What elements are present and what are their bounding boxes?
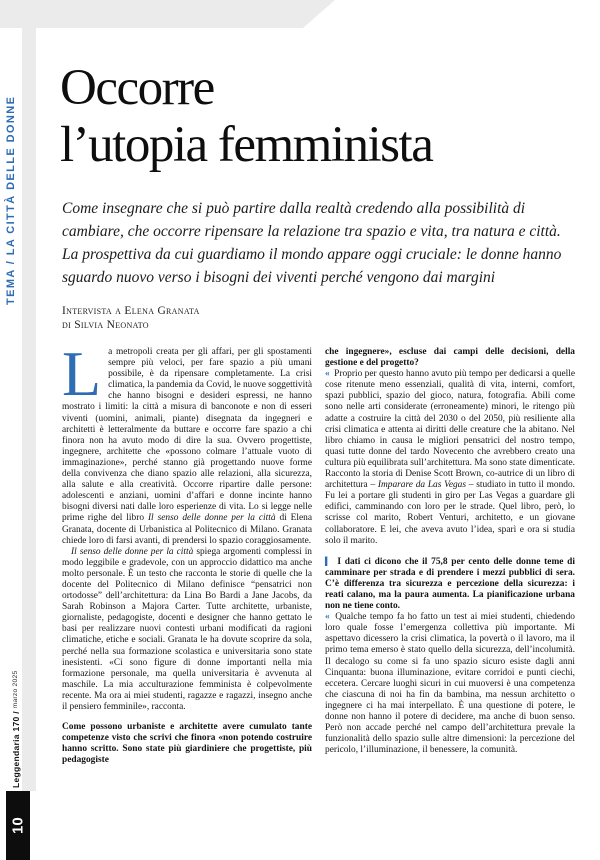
issue-title: Leggendaria 170 /: [11, 708, 21, 788]
answer-quote-icon: «: [325, 369, 333, 380]
issue-date: marzo 2025: [12, 670, 19, 709]
answer-quote-icon: «: [325, 612, 334, 623]
question-bar-icon: ▍: [325, 556, 336, 566]
text-run: che ingegnere», escluse dai campi delle decisioni, della gestione e del progetto?: [325, 347, 575, 369]
interview-question: [62, 722, 312, 766]
text-run: – studiato in tutto il mondo. Fu lei a portare gli studenti in giro per Las Vegas a guardare gli edifici, camminando con loro per le strade. Quel libro, però, lo scrisse col marito, Robert Venturi, architetto, e un giovane collaboratore. E lei, che aveva avuto l’idea, sparì e ora si studia solo il marito.: [325, 480, 576, 546]
title-line1: Occorre: [60, 60, 214, 116]
column-left: [62, 338, 312, 766]
text-run: Il senso delle donne per la città: [147, 513, 276, 524]
text-run: Come possono urbaniste e architette avere cumulato tante competenze visto che scrivi che finora «non potendo costruire hanno scritto. Sono state più giardiniere che progettiste, più pedagogiste: [62, 722, 312, 766]
interview-answer: [325, 369, 575, 547]
article-paragraph: [62, 547, 312, 713]
article-body: [62, 338, 576, 766]
byline-author: di Silvia Neonato: [62, 318, 149, 331]
text-run: di Elena Granata, docente di Urbanistica al Politecnico di Milano. Granata chiede loro di farsi avanti, di prendersi lo spazio coraggiosamente.: [62, 513, 312, 546]
standfirst: Come insegnare che si può partire dalla realtà credendo alla possibilità di cambiare, che occorre ripensare la relazione tra spazio e vita, tra natura e città. La prospettiva da cui guardiamo il mondo appare oggi cruciale: le donne hanno sguardo nuovo verso i bisogni dei viventi perché vengono dai margini: [62, 200, 562, 286]
text-run: spiega argomenti complessi in modo leggibile e gradevole, con un approccio didattico ma anche molto personale. È un testo che racconta le storie di quelle che la docente del Politecnico di Milano definisce “pensatrici non ortodosse” dell’architettura: da Lina Bo Bardi a Jane Jacobs, da Sarah Robinson a Majora Carter. Tutte architette, urbaniste, giornaliste, pedagogiste, docenti e designer che hanno gettato le basi per realizzare nuovi contesti urbani modificati da ragioni climatiche, etiche e sociali. Granata le ha dovute scoprire da sola, perché nella sua formazione scolastica e universitaria sono state inesistenti. «Ci sono figure di donne importanti nella mia formazione personale, ma quella universitaria è avvenuta al maschile. La mia acculturazione femminista è colpevolmente recente. Ma ora ai miei studenti, ragazze e ragazzi, insegno anche il pensiero femminile», racconta.: [62, 546, 312, 712]
article-paragraph: [62, 338, 312, 547]
text-run: Qualche tempo fa ho fatto un test ai miei studenti, chiedendo loro quale fosse l’emergenza collettiva più importante. Mi aspettavo dicessero la crisi climatica, la povertà o il lavoro, ma il primo tema emerso è stato quello della sicurezza, dell’incolumità. Il decalogo su come si fa uno spazio sicuro esiste dagli anni Cinquanta: buona illuminazione, evitare corridoi e punti ciechi, eccetera. Cercare luoghi sicuri in cui muoversi è una competenza che ciascuna di noi ha fin da bambina, ma nessun architetto o ingegnere ci ha mai interpellato. È una questione di potere, le donne non hanno il potere di decidere, ma anche di buon senso. Però non accade perché nel campo dell’architettura prevale la funzionalità dello spazio sulle altre dimensioni: la percezione del pericolo, l’illuminazione, il benessere, la comunità.: [325, 612, 575, 756]
issue-credit: [7, 648, 25, 788]
text-run: Imparare da Las Vegas: [377, 480, 467, 491]
text-run: I dati ci dicono che il 75,8 per cento delle donne teme di camminare per strada e di prendere i mezzi pubblici di sera. C’è differenza tra sicurezza e percezione della sicurezza: i reati calano, ma la paura aumenta. La pianificazione urbana non ne tiene conto.: [325, 556, 575, 612]
text-run: Proprio per questo hanno avuto più tempo per dedicarsi a quelle cose ritenute meno essenziali, qualità di vita, interni, comfort, spazi pubblici, spazio del gioco, natura, fotografia. Abili come sono nelle arti considerate (erroneamente) minori, le ritengo più adatte a costruire la città del 2030 o del 2050, più resiliente alla crisi climatica e attenta ai diritti delle creature che la abitano. Nel libro chiamo in causa le migliori pensatrici del nostro tempo, quasi tutte donne del tardo Novecento che avrebbero creato una cultura più equilibrata sull’architettura. Ma sono state dimenticate. Racconto la storia di Denise Scott Brown, co-autrice di un libro di architettura –: [325, 369, 576, 491]
text-run: a metropoli creata per gli affari, per gli spostamenti sempre più veloci, per fare spazio a più umani possibile, è da ripensare completamente. La crisi climatica, la pandemia da Covid, le nuove soggettività che hanno bisogni e desideri espressi, ne hanno mostrato i limiti: la città a misura di banconote e non di esseri viventi (uomini, animali, piante) disegnata da ingegneri e architetti è letteralmente da buttare e occorre fare spazio a chi finora non ha avuto modo di dire la sua. Ovvero progettiste, ingegnere, architette che «possono colmare l’attuale vuoto di immaginazione», perché stanno già progettando nuove forme della convivenza che diano spazio alle relazioni, alla sicurezza, alla salute e alla creatività. Occorre ripartire dalle persone: adolescenti e anziani, uomini d’affari e donne incinte hanno bisogni diversi nati dalle loro esperienze di vita. Lo si legge nelle prime righe del libro: [62, 347, 312, 524]
drop-cap: L: [62, 338, 102, 409]
top-gray-band: [0, 0, 335, 28]
page-number: 10: [9, 817, 27, 834]
column-right: [325, 347, 575, 766]
interview-answer: [325, 612, 575, 756]
interview-question: [325, 347, 575, 369]
text-run: Il senso delle donne per la città: [71, 546, 194, 557]
section-kicker: TEMA / LA CITTÀ DELLE DONNE: [5, 95, 17, 305]
byline-interviewee: Intervista a Elena Granata: [62, 305, 200, 317]
article-title: [60, 60, 580, 174]
byline: [62, 305, 200, 332]
interview-question: [325, 556, 575, 612]
page-number-box: [6, 791, 30, 860]
title-line2: l’utopia femminista: [60, 117, 433, 173]
